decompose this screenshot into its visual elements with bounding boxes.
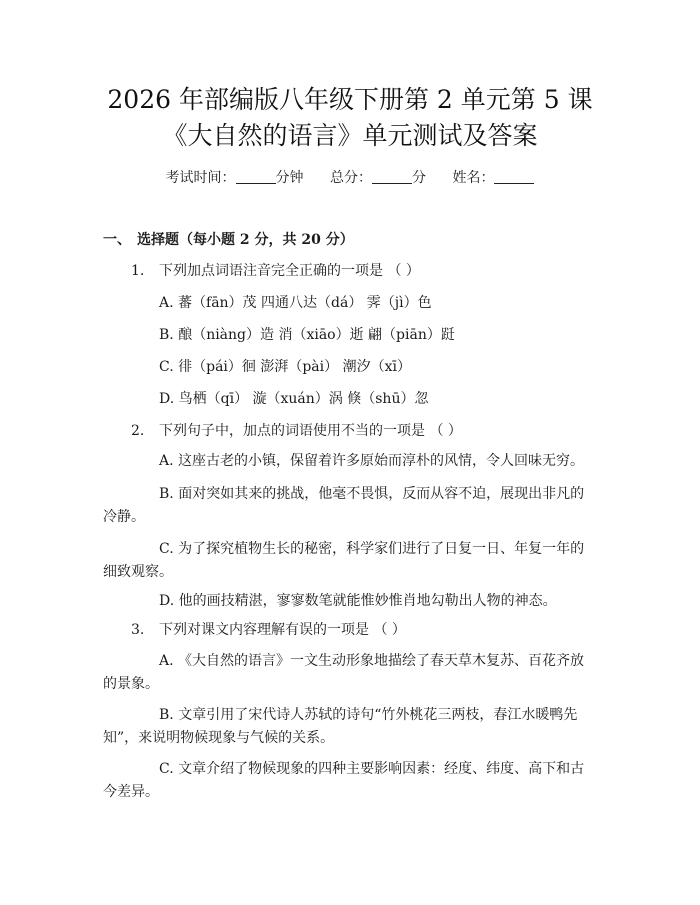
question-number: 2.	[131, 423, 145, 439]
question-number: 1.	[131, 263, 145, 279]
name-blank	[494, 169, 534, 184]
question-1-option-d: D. 鸟栖（qī） 漩（xuán）涡 倏（shū）忽	[159, 391, 429, 407]
name-label: 姓名：	[452, 170, 495, 186]
total-score-blank	[372, 169, 412, 184]
question-text: 下列对课文内容理解有误的一项是 （ ）	[159, 622, 406, 638]
question-text: 下列加点词语注音完全正确的一项是 （ ）	[159, 263, 420, 279]
question-2-option-d: D. 他的画技精湛，寥寥数笔就能惟妙惟肖地勾勒出人物的神态。	[159, 593, 557, 609]
exam-info	[0, 168, 700, 188]
exam-time-label: 考试时间：	[165, 170, 236, 186]
question-3-option-c: C. 文章介绍了物候现象的四种主要影响因素：经度、纬度、高下和古今差异。	[103, 761, 585, 800]
section-title: 选择题（每小题 2 分，共 20 分）	[137, 232, 354, 248]
exam-time-unit: 分钟	[275, 170, 304, 186]
question-2-option-a: A. 这座古老的小镇，保留着许多原始而淳朴的风情，令人回味无穷。	[159, 453, 585, 469]
question-number: 3.	[131, 622, 145, 638]
name-field	[452, 168, 534, 188]
total-score-unit: 分	[412, 170, 426, 186]
question-3-option-b: B. 文章引用了宋代诗人苏轼的诗句“竹外桃花三两枝，春江水暖鸭先知”，来说明物候现象与气候的关系。	[103, 707, 578, 746]
page-title-line-1: 2026 年部编版八年级下册第 2 单元第 5 课	[107, 85, 593, 114]
question-2-stem	[131, 421, 462, 441]
exam-time-blank	[236, 169, 276, 184]
total-score-label: 总分：	[330, 170, 372, 186]
exam-time-field	[166, 168, 304, 188]
question-1-stem	[131, 261, 420, 281]
question-1-option-b: B. 酿（niàng）造 消（xiāo）逝 翩（piān）跹	[159, 327, 455, 343]
question-2-option-b: B. 面对突如其来的挑战，他毫不畏惧，反而从容不迫，展现出非凡的冷静。	[103, 486, 585, 525]
section-heading	[103, 230, 354, 250]
question-3-option-a: A. 《大自然的语言》一文生动形象地描绘了春天草木复苏、百花齐放的景象。	[103, 653, 585, 692]
question-text: 下列句子中，加点的词语使用不当的一项是 （ ）	[159, 423, 462, 439]
question-1-option-a: A. 蕃（fān）茂 四通八达（dá） 霁（jì）色	[159, 295, 432, 311]
question-2-option-c: C. 为了探究植物生长的秘密，科学家们进行了日复一日、年复一年的细致观察。	[103, 541, 585, 580]
total-score-field	[330, 168, 426, 188]
section-number: 一、	[103, 232, 131, 248]
question-1-option-c: C. 徘（pái）徊 澎湃（pài） 潮汐（xī）	[159, 359, 411, 375]
page-title-line-2: 《大自然的语言》单元测试及答案	[162, 121, 538, 150]
question-3-stem	[131, 620, 406, 640]
